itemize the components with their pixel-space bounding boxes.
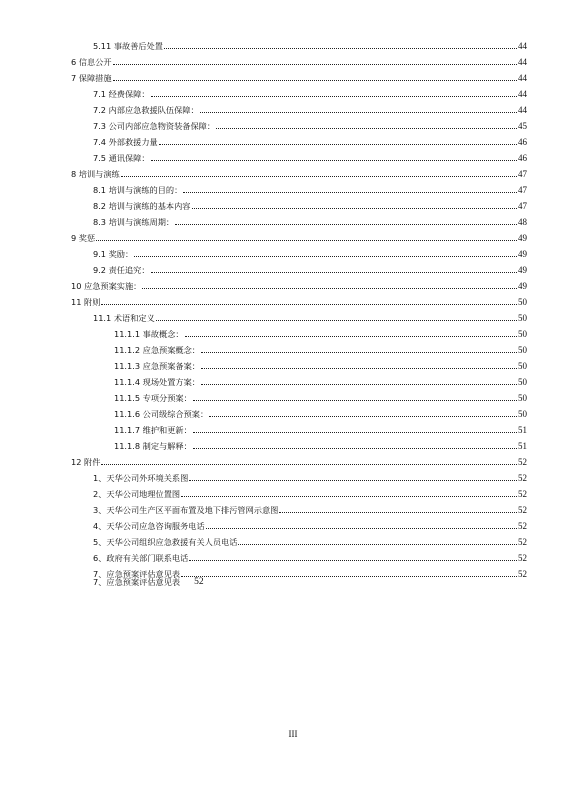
toc-dot-leader: [101, 303, 517, 305]
toc-dot-leader: [181, 495, 517, 497]
toc-entry-page: 46: [518, 137, 527, 147]
toc-entry[interactable]: [71, 115, 527, 131]
toc-entry-page: 47: [518, 201, 527, 211]
toc-entry-title: 7.5 通讯保障：: [93, 153, 150, 163]
toc-dot-leader: [185, 335, 517, 337]
toc-dot-leader: [192, 207, 518, 209]
toc-entry-title: 9 奖惩: [71, 233, 96, 243]
toc-entry[interactable]: [71, 35, 527, 51]
toc-dot-leader: [193, 399, 517, 401]
toc-dot-leader: [206, 527, 517, 529]
toc-entry[interactable]: [71, 467, 527, 483]
toc-entry-page: 50: [518, 345, 527, 355]
toc-entry-page: 52: [518, 489, 527, 499]
toc-entry-title: 7.4 外部救援力量: [93, 137, 158, 147]
toc-entry-title: 8.3 培训与演练周期：: [93, 217, 175, 227]
toc-entry-page: 49: [518, 281, 527, 291]
toc-entry-title: 11.1.6 公司级综合预案：: [114, 409, 209, 419]
toc-dot-leader: [175, 223, 517, 225]
toc-entry[interactable]: [71, 547, 527, 563]
toc-dot-leader: [201, 351, 517, 353]
toc-entry[interactable]: [71, 499, 527, 515]
toc-entry-title: 5、天华公司组织应急救援有关人员电话: [93, 537, 238, 547]
toc-dot-leader: [183, 191, 517, 193]
toc-entry[interactable]: [71, 163, 527, 179]
toc-entry-title: 11.1.4 现场处置方案：: [114, 377, 200, 387]
toc-entry-page: 47: [518, 185, 527, 195]
toc-entry-page: 50: [518, 297, 527, 307]
toc-entry[interactable]: [71, 307, 527, 323]
toc-entry-page: 46: [518, 153, 527, 163]
toc-entry-title: 8.2 培训与演练的基本内容: [93, 201, 191, 211]
toc-entry-page: 49: [518, 233, 527, 243]
toc-entry-title: 11 附则: [71, 297, 101, 307]
toc-entry-page: 52: [518, 569, 527, 579]
toc-dot-leader: [101, 463, 517, 465]
toc-entry-page: 49: [518, 265, 527, 275]
toc-entry[interactable]: [71, 387, 527, 403]
toc-dot-leader: [151, 159, 517, 161]
toc-dot-leader: [142, 287, 517, 289]
toc-entry-title: 7 保障措施: [71, 73, 112, 83]
toc-dot-leader: [96, 239, 517, 241]
toc-entry-title: 2、天华公司地理位置图: [93, 489, 181, 499]
toc-entry-title: 7、应急预案评估意见表: [93, 569, 181, 579]
toc-entry-title: 4、天华公司应急咨询服务电话: [93, 521, 205, 531]
toc-entry-title: 8.1 培训与演练的目的：: [93, 185, 183, 195]
toc-entry[interactable]: [71, 339, 527, 355]
toc-entry-page: 44: [518, 105, 527, 115]
toc-entry-title: 5.11 事故善后处置: [93, 41, 163, 51]
toc-entry-title: 7.2 内部应急救援队伍保障：: [93, 105, 199, 115]
toc-entry-title: 11.1.5 专项分预案：: [114, 393, 192, 403]
toc-entry-page: 52: [518, 553, 527, 563]
toc-dot-leader: [181, 575, 517, 577]
toc-dot-leader: [134, 255, 517, 257]
toc-entry-title: 9.2 责任追究：: [93, 265, 150, 275]
toc-entry-page: 48: [518, 217, 527, 227]
toc-entry-title: 12 附件: [71, 457, 101, 467]
toc-entry-page: 50: [518, 377, 527, 387]
toc-entry[interactable]: [71, 195, 527, 211]
toc-entry-title: 8 培训与演练: [71, 169, 120, 179]
toc-entry[interactable]: [71, 355, 527, 371]
toc-dot-leader: [159, 143, 517, 145]
toc-entry-page: 44: [518, 57, 527, 67]
toc-dot-leader: [151, 271, 517, 273]
toc-dot-leader: [193, 447, 517, 449]
toc-entry-title: 11.1 术语和定义: [93, 313, 155, 323]
toc-entry[interactable]: [71, 483, 527, 499]
table-of-contents: [71, 35, 527, 579]
toc-entry-title: 11.1.2 应急预案概念：: [114, 345, 200, 355]
toc-entry[interactable]: [71, 451, 527, 467]
toc-dot-leader: [189, 479, 517, 481]
toc-entry[interactable]: [71, 435, 527, 451]
toc-entry[interactable]: [71, 323, 527, 339]
toc-entry-title: 11.1.3 应急预案备案：: [114, 361, 200, 371]
toc-dot-leader: [121, 175, 517, 177]
toc-entry-page: 44: [518, 89, 527, 99]
toc-entry-title: 11.1.8 制定与解释：: [114, 441, 192, 451]
toc-entry[interactable]: [71, 211, 527, 227]
toc-entry-page: 50: [518, 313, 527, 323]
toc-entry-page: 47: [518, 169, 527, 179]
toc-entry[interactable]: [71, 371, 527, 387]
page-number: III: [288, 729, 298, 739]
toc-entry-page: 50: [518, 409, 527, 419]
toc-entry[interactable]: [71, 403, 527, 419]
toc-dot-leader: [216, 127, 517, 129]
toc-dot-leader: [193, 431, 517, 433]
toc-entry-page: 44: [518, 41, 527, 51]
toc-dot-leader: [201, 383, 517, 385]
toc-entry-page: 44: [518, 73, 527, 83]
toc-entry[interactable]: [71, 291, 527, 307]
toc-dot-leader: [200, 111, 517, 113]
toc-entry-page: 50: [518, 329, 527, 339]
toc-entry-title: 7.3 公司内部应急物资装备保障：: [93, 121, 216, 131]
toc-entry-page: 51: [518, 425, 527, 435]
toc-entry-page: 52: [194, 577, 204, 587]
toc-entry-page: 52: [518, 521, 527, 531]
toc-dot-leader: [151, 95, 517, 97]
toc-entry[interactable]: [71, 67, 527, 83]
toc-entry-page: 52: [518, 505, 527, 515]
toc-entry-title: 9.1 奖励：: [93, 249, 134, 259]
toc-entry[interactable]: [71, 259, 527, 275]
toc-entry-page: 45: [518, 121, 527, 131]
toc-dot-leader: [279, 511, 517, 513]
toc-entry[interactable]: [71, 179, 527, 195]
toc-entry-page: 51: [518, 441, 527, 451]
toc-dot-leader: [156, 319, 517, 321]
toc-entry-page: 49: [518, 249, 527, 259]
toc-entry[interactable]: [71, 131, 527, 147]
toc-entry-title: 7.1 经费保障：: [93, 89, 150, 99]
toc-entry[interactable]: [71, 419, 527, 435]
toc-entry[interactable]: [71, 227, 527, 243]
toc-entry[interactable]: [71, 51, 527, 67]
toc-trailing-entry: [71, 571, 204, 587]
toc-dot-leader: [238, 543, 517, 545]
toc-entry-title: 6、政府有关部门联系电话: [93, 553, 189, 563]
toc-entry-title: 10 应急预案实施：: [71, 281, 142, 291]
toc-entry-title: 11.1.1 事故概念：: [114, 329, 184, 339]
toc-entry-page: 50: [518, 393, 527, 403]
toc-entry-page: 52: [518, 457, 527, 467]
toc-entry-title: 3、天华公司生产区平面布置及地下排污管网示意图: [93, 505, 279, 515]
toc-dot-leader: [113, 63, 517, 65]
toc-entry-page: 52: [518, 473, 527, 483]
toc-entry[interactable]: [71, 83, 527, 99]
toc-entry-title: 1、天华公司外环境关系图: [93, 473, 189, 483]
toc-entry-page: 52: [518, 537, 527, 547]
toc-dot-leader: [189, 559, 517, 561]
toc-entry[interactable]: [71, 243, 527, 259]
toc-entry[interactable]: [71, 275, 527, 291]
toc-entry-title: 7、应急预案评估意见表: [93, 577, 181, 587]
toc-dot-leader: [113, 79, 517, 81]
toc-dot-leader: [201, 367, 517, 369]
toc-entry-title: 6 信息公开: [71, 57, 112, 67]
toc-entry[interactable]: [71, 147, 527, 163]
toc-dot-leader: [164, 47, 517, 49]
toc-entry[interactable]: [71, 531, 527, 547]
toc-dot-leader: [209, 415, 517, 417]
toc-entry[interactable]: [71, 515, 527, 531]
toc-entry-title: 11.1.7 维护和更新：: [114, 425, 192, 435]
toc-entry-page: 50: [518, 361, 527, 371]
toc-entry[interactable]: [71, 99, 527, 115]
